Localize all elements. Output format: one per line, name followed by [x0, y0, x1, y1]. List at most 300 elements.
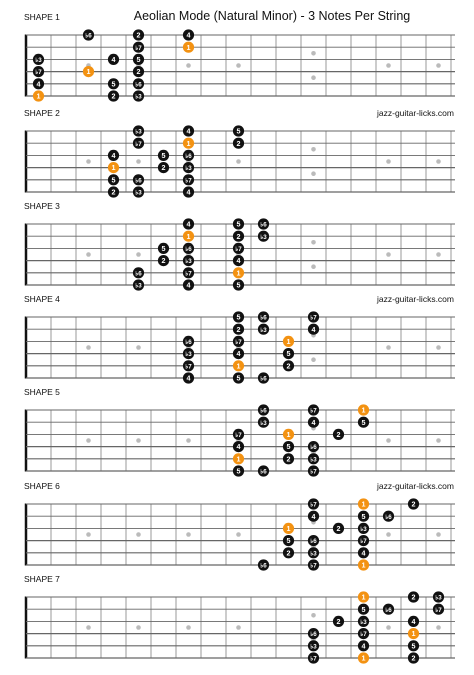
scale-note	[133, 90, 144, 101]
scale-note	[258, 231, 269, 242]
interval-label: 2	[236, 324, 241, 334]
fret-inlay	[436, 438, 441, 443]
scale-note	[183, 372, 194, 383]
interval-label: ♭6	[135, 81, 142, 89]
interval-label: ♭3	[185, 165, 192, 173]
scale-note	[158, 255, 169, 266]
scale-note	[83, 29, 94, 40]
scale-note	[358, 616, 369, 627]
fret-inlay	[311, 171, 316, 176]
interval-label: ♭7	[360, 631, 367, 639]
interval-label: 1	[361, 499, 366, 509]
interval-label: 1	[36, 91, 41, 101]
scale-note	[358, 547, 369, 558]
interval-label: ♭6	[85, 32, 92, 40]
interval-label: 4	[186, 280, 191, 290]
scale-note	[358, 535, 369, 546]
website-label: jazz-guitar-licks.com	[377, 481, 454, 491]
scale-note	[283, 348, 294, 359]
interval-label: 2	[236, 231, 241, 241]
interval-label: 1	[186, 42, 191, 52]
scale-note	[133, 174, 144, 185]
scale-note	[233, 441, 244, 452]
scale-note	[308, 498, 319, 509]
interval-label: 2	[336, 524, 341, 533]
fret-inlay	[236, 532, 241, 537]
fretboard-diagram	[0, 585, 474, 675]
interval-label: ♭7	[185, 363, 192, 371]
root-note	[183, 231, 194, 242]
interval-label: ♭6	[310, 631, 317, 639]
fret-inlay	[136, 625, 141, 630]
interval-label: ♭7	[310, 407, 317, 415]
interval-label: 4	[111, 55, 116, 64]
scale-note	[258, 311, 269, 322]
interval-label: 2	[286, 454, 291, 464]
scale-note	[433, 591, 444, 602]
interval-label: 5	[236, 312, 241, 322]
scale-note	[233, 324, 244, 335]
scale-note	[333, 429, 344, 440]
interval-label: 4	[111, 151, 116, 160]
fret-inlay	[136, 252, 141, 257]
interval-label: 5	[111, 175, 116, 185]
interval-label: ♭6	[260, 468, 267, 476]
scale-note	[133, 29, 144, 40]
interval-label: ♭6	[260, 407, 267, 415]
interval-label: 5	[236, 280, 241, 290]
interval-label: ♭3	[135, 128, 142, 136]
interval-label: ♭7	[310, 501, 317, 509]
interval-label: 4	[311, 417, 316, 427]
scale-note	[358, 523, 369, 534]
scale-note	[183, 348, 194, 359]
interval-label: 1	[361, 592, 366, 602]
interval-label: ♭7	[235, 339, 242, 346]
scale-note	[108, 78, 119, 89]
interval-label: ♭3	[260, 419, 267, 427]
interval-label: ♭7	[185, 177, 192, 185]
scale-note	[258, 465, 269, 476]
scale-note	[33, 78, 44, 89]
scale-note	[108, 54, 119, 65]
interval-label: ♭6	[260, 375, 267, 383]
scale-note	[233, 429, 244, 440]
fret-inlay	[311, 147, 316, 152]
scale-note	[133, 66, 144, 77]
root-note	[358, 498, 369, 509]
scale-note	[133, 78, 144, 89]
interval-label: ♭3	[135, 189, 142, 197]
interval-label: 5	[286, 536, 291, 546]
scale-note	[258, 404, 269, 415]
scale-note	[433, 604, 444, 615]
scale-note	[233, 255, 244, 266]
fretboard-diagram	[0, 398, 474, 488]
fret-inlay	[386, 625, 391, 630]
scale-note	[183, 29, 194, 40]
fret-inlay	[386, 159, 391, 164]
scale-note	[233, 336, 244, 347]
root-note	[183, 42, 194, 53]
shape-label: SHAPE 4	[24, 294, 60, 304]
interval-label: ♭3	[360, 526, 367, 533]
interval-label: 4	[311, 511, 316, 521]
interval-label: 2	[336, 617, 341, 626]
scale-note	[233, 125, 244, 136]
scale-note	[183, 267, 194, 278]
interval-label: 2	[136, 30, 141, 40]
fret-inlay	[386, 345, 391, 350]
interval-label: 5	[236, 373, 241, 383]
scale-note	[308, 559, 319, 570]
interval-label: 1	[236, 268, 241, 278]
interval-label: 4	[36, 79, 41, 89]
scale-note	[233, 279, 244, 290]
interval-label: 5	[361, 417, 366, 427]
scale-note	[308, 535, 319, 546]
shape-label: SHAPE 7	[24, 574, 60, 584]
interval-label: 4	[361, 641, 366, 651]
interval-label: 1	[361, 560, 366, 570]
interval-label: ♭7	[310, 314, 317, 322]
fret-inlay	[436, 532, 441, 537]
interval-label: 4	[361, 548, 366, 558]
scale-note	[233, 138, 244, 149]
root-note	[283, 429, 294, 440]
fret-inlay	[311, 357, 316, 362]
scale-note	[408, 591, 419, 602]
scale-note	[358, 511, 369, 522]
root-note	[408, 628, 419, 639]
interval-label: 1	[361, 405, 366, 415]
fret-inlay	[186, 625, 191, 630]
fret-inlay	[436, 159, 441, 164]
interval-label: 5	[361, 604, 366, 614]
scale-note	[358, 417, 369, 428]
interval-label: ♭3	[360, 619, 367, 626]
interval-label: ♭7	[35, 69, 42, 77]
scale-note	[133, 267, 144, 278]
fret-inlay	[86, 345, 91, 350]
scale-note	[258, 417, 269, 428]
scale-note	[233, 243, 244, 254]
scale-note	[158, 243, 169, 254]
fretboard-diagram	[0, 492, 474, 582]
scale-note	[158, 150, 169, 161]
interval-label: 5	[136, 55, 141, 64]
interval-label: ♭7	[360, 538, 367, 546]
interval-label: 4	[236, 442, 241, 452]
fret-inlay	[86, 252, 91, 257]
scale-note	[408, 616, 419, 627]
scale-note	[233, 348, 244, 359]
interval-label: 4	[236, 349, 241, 359]
interval-label: 1	[236, 361, 241, 371]
interval-label: ♭6	[310, 538, 317, 546]
fret-inlay	[136, 438, 141, 443]
interval-label: 1	[286, 430, 291, 439]
interval-label: 1	[186, 138, 191, 148]
interval-label: 4	[186, 126, 191, 136]
interval-label: 5	[161, 244, 166, 253]
interval-label: 2	[161, 163, 166, 173]
interval-label: 2	[286, 548, 291, 558]
fret-inlay	[186, 532, 191, 537]
fret-inlay	[386, 63, 391, 68]
interval-label: 1	[286, 337, 291, 346]
interval-label: ♭3	[260, 326, 267, 334]
interval-label: 4	[186, 373, 191, 383]
interval-label: ♭3	[310, 643, 317, 651]
scale-note	[158, 162, 169, 173]
scale-note	[108, 174, 119, 185]
interval-label: ♭6	[185, 339, 192, 346]
page-title: Aeolian Mode (Natural Minor) - 3 Notes Per String	[133, 9, 411, 23]
fret-inlay	[311, 240, 316, 245]
scale-note	[283, 360, 294, 371]
interval-label: ♭3	[35, 57, 42, 64]
fret-inlay	[136, 159, 141, 164]
interval-label: ♭7	[310, 655, 317, 663]
scale-note	[133, 186, 144, 197]
scale-note	[283, 535, 294, 546]
fret-inlay	[86, 532, 91, 537]
fretboard-diagram	[0, 305, 474, 395]
root-note	[33, 90, 44, 101]
scale-note	[258, 324, 269, 335]
scale-note	[183, 125, 194, 136]
interval-label: 4	[186, 187, 191, 197]
interval-label: 2	[336, 430, 341, 439]
fret-inlay	[136, 532, 141, 537]
scale-note	[183, 150, 194, 161]
interval-label: 5	[286, 349, 291, 359]
fret-inlay	[436, 63, 441, 68]
fret-inlay	[311, 264, 316, 269]
interval-label: 1	[236, 454, 241, 464]
fretboard-diagram	[0, 23, 474, 113]
scale-note	[258, 218, 269, 229]
scale-note	[308, 453, 319, 464]
scale-note	[233, 231, 244, 242]
scale-note	[183, 255, 194, 266]
fret-inlay	[186, 63, 191, 68]
fret-inlay	[386, 252, 391, 257]
scale-note	[283, 453, 294, 464]
scale-note	[308, 547, 319, 558]
scale-note	[383, 604, 394, 615]
interval-label: 2	[411, 653, 416, 663]
interval-label: ♭7	[185, 270, 192, 278]
interval-label: 2	[136, 67, 141, 77]
interval-label: 4	[186, 219, 191, 229]
root-note	[233, 360, 244, 371]
interval-label: 4	[411, 617, 416, 626]
interval-label: ♭6	[185, 246, 192, 253]
scale-note	[408, 652, 419, 663]
interval-label: ♭7	[235, 432, 242, 439]
fret-inlay	[386, 438, 391, 443]
interval-label: ♭3	[260, 233, 267, 241]
interval-label: ♭6	[310, 444, 317, 452]
interval-label: 2	[411, 592, 416, 602]
interval-label: 1	[186, 231, 191, 241]
scale-note	[233, 465, 244, 476]
fret-inlay	[236, 63, 241, 68]
interval-label: 4	[186, 30, 191, 40]
fret-inlay	[86, 438, 91, 443]
interval-label: ♭7	[435, 606, 442, 614]
scale-note	[358, 604, 369, 615]
interval-label: ♭3	[135, 93, 142, 101]
interval-label: ♭6	[185, 153, 192, 160]
scale-note	[233, 372, 244, 383]
scale-note	[183, 360, 194, 371]
website-label: jazz-guitar-licks.com	[377, 294, 454, 304]
interval-label: ♭7	[135, 140, 142, 148]
root-note	[358, 591, 369, 602]
scale-note	[33, 66, 44, 77]
fret-inlay	[436, 625, 441, 630]
interval-label: ♭6	[260, 314, 267, 322]
root-note	[108, 162, 119, 173]
scale-note	[308, 311, 319, 322]
scale-note	[308, 404, 319, 415]
interval-label: ♭7	[310, 562, 317, 570]
scale-note	[358, 640, 369, 651]
fret-inlay	[386, 532, 391, 537]
scale-note	[108, 150, 119, 161]
scale-note	[258, 372, 269, 383]
interval-label: ♭6	[135, 270, 142, 278]
interval-label: ♭3	[435, 594, 442, 602]
scale-note	[183, 243, 194, 254]
scale-note	[183, 162, 194, 173]
interval-label: 1	[111, 163, 116, 173]
scale-note	[183, 218, 194, 229]
root-note	[358, 652, 369, 663]
fret-inlay	[311, 51, 316, 56]
interval-label: 5	[236, 126, 241, 136]
scale-note	[258, 559, 269, 570]
interval-label: 1	[286, 524, 291, 533]
interval-label: 4	[236, 256, 241, 266]
fret-inlay	[436, 252, 441, 257]
root-note	[233, 453, 244, 464]
fret-inlay	[236, 159, 241, 164]
interval-label: 2	[111, 187, 116, 197]
interval-label: ♭6	[260, 562, 267, 570]
interval-label: ♭6	[135, 177, 142, 185]
scale-note	[308, 441, 319, 452]
scale-note	[133, 279, 144, 290]
scale-note	[133, 138, 144, 149]
interval-label: 2	[286, 361, 291, 371]
scale-note	[333, 616, 344, 627]
interval-label: 2	[236, 138, 241, 148]
scale-note	[108, 90, 119, 101]
scale-note	[408, 498, 419, 509]
interval-label: 5	[361, 511, 366, 521]
interval-label: ♭3	[135, 282, 142, 290]
interval-label: ♭3	[185, 351, 192, 359]
interval-label: 2	[161, 256, 166, 266]
interval-label: ♭6	[385, 513, 392, 521]
interval-label: 5	[111, 79, 116, 89]
root-note	[83, 66, 94, 77]
scale-note	[183, 279, 194, 290]
fret-inlay	[311, 75, 316, 80]
scale-note	[233, 311, 244, 322]
scale-note	[308, 465, 319, 476]
fret-inlay	[236, 625, 241, 630]
scale-note	[308, 628, 319, 639]
interval-label: 5	[286, 442, 291, 452]
shape-label: SHAPE 1	[24, 12, 60, 22]
interval-label: 5	[411, 641, 416, 651]
shape-label: SHAPE 5	[24, 387, 60, 397]
interval-label: ♭3	[310, 550, 317, 558]
fretboard-diagram	[0, 119, 474, 209]
scale-note	[133, 42, 144, 53]
scale-note	[308, 652, 319, 663]
fret-inlay	[186, 438, 191, 443]
scale-note	[308, 640, 319, 651]
interval-label: 1	[361, 653, 366, 663]
scale-note	[133, 54, 144, 65]
root-note	[183, 138, 194, 149]
root-note	[233, 267, 244, 278]
scale-note	[283, 441, 294, 452]
scale-note	[308, 417, 319, 428]
scale-note	[308, 324, 319, 335]
interval-label: 2	[111, 91, 116, 101]
fret-inlay	[436, 345, 441, 350]
scale-note	[308, 511, 319, 522]
scale-note	[283, 547, 294, 558]
fret-inlay	[86, 159, 91, 164]
scale-note	[333, 523, 344, 534]
root-note	[283, 523, 294, 534]
shape-label: SHAPE 3	[24, 201, 60, 211]
scale-note	[408, 640, 419, 651]
interval-label: 4	[311, 324, 316, 334]
interval-label: 5	[161, 151, 166, 160]
interval-label: ♭3	[310, 456, 317, 464]
interval-label: ♭7	[135, 44, 142, 52]
website-label: jazz-guitar-licks.com	[377, 108, 454, 118]
scale-note	[133, 125, 144, 136]
interval-label: ♭7	[235, 246, 242, 253]
interval-label: ♭6	[260, 221, 267, 229]
interval-label: 1	[86, 67, 91, 77]
scale-note	[108, 186, 119, 197]
interval-label: 2	[411, 499, 416, 509]
scale-note	[183, 336, 194, 347]
scale-note	[183, 186, 194, 197]
root-note	[283, 336, 294, 347]
interval-label: 1	[411, 629, 416, 639]
interval-label: ♭7	[310, 468, 317, 476]
interval-label: ♭3	[185, 258, 192, 266]
shape-label: SHAPE 6	[24, 481, 60, 491]
interval-label: ♭6	[385, 606, 392, 614]
interval-label: 5	[236, 219, 241, 229]
scale-note	[233, 218, 244, 229]
shape-label: SHAPE 2	[24, 108, 60, 118]
scale-note	[183, 174, 194, 185]
